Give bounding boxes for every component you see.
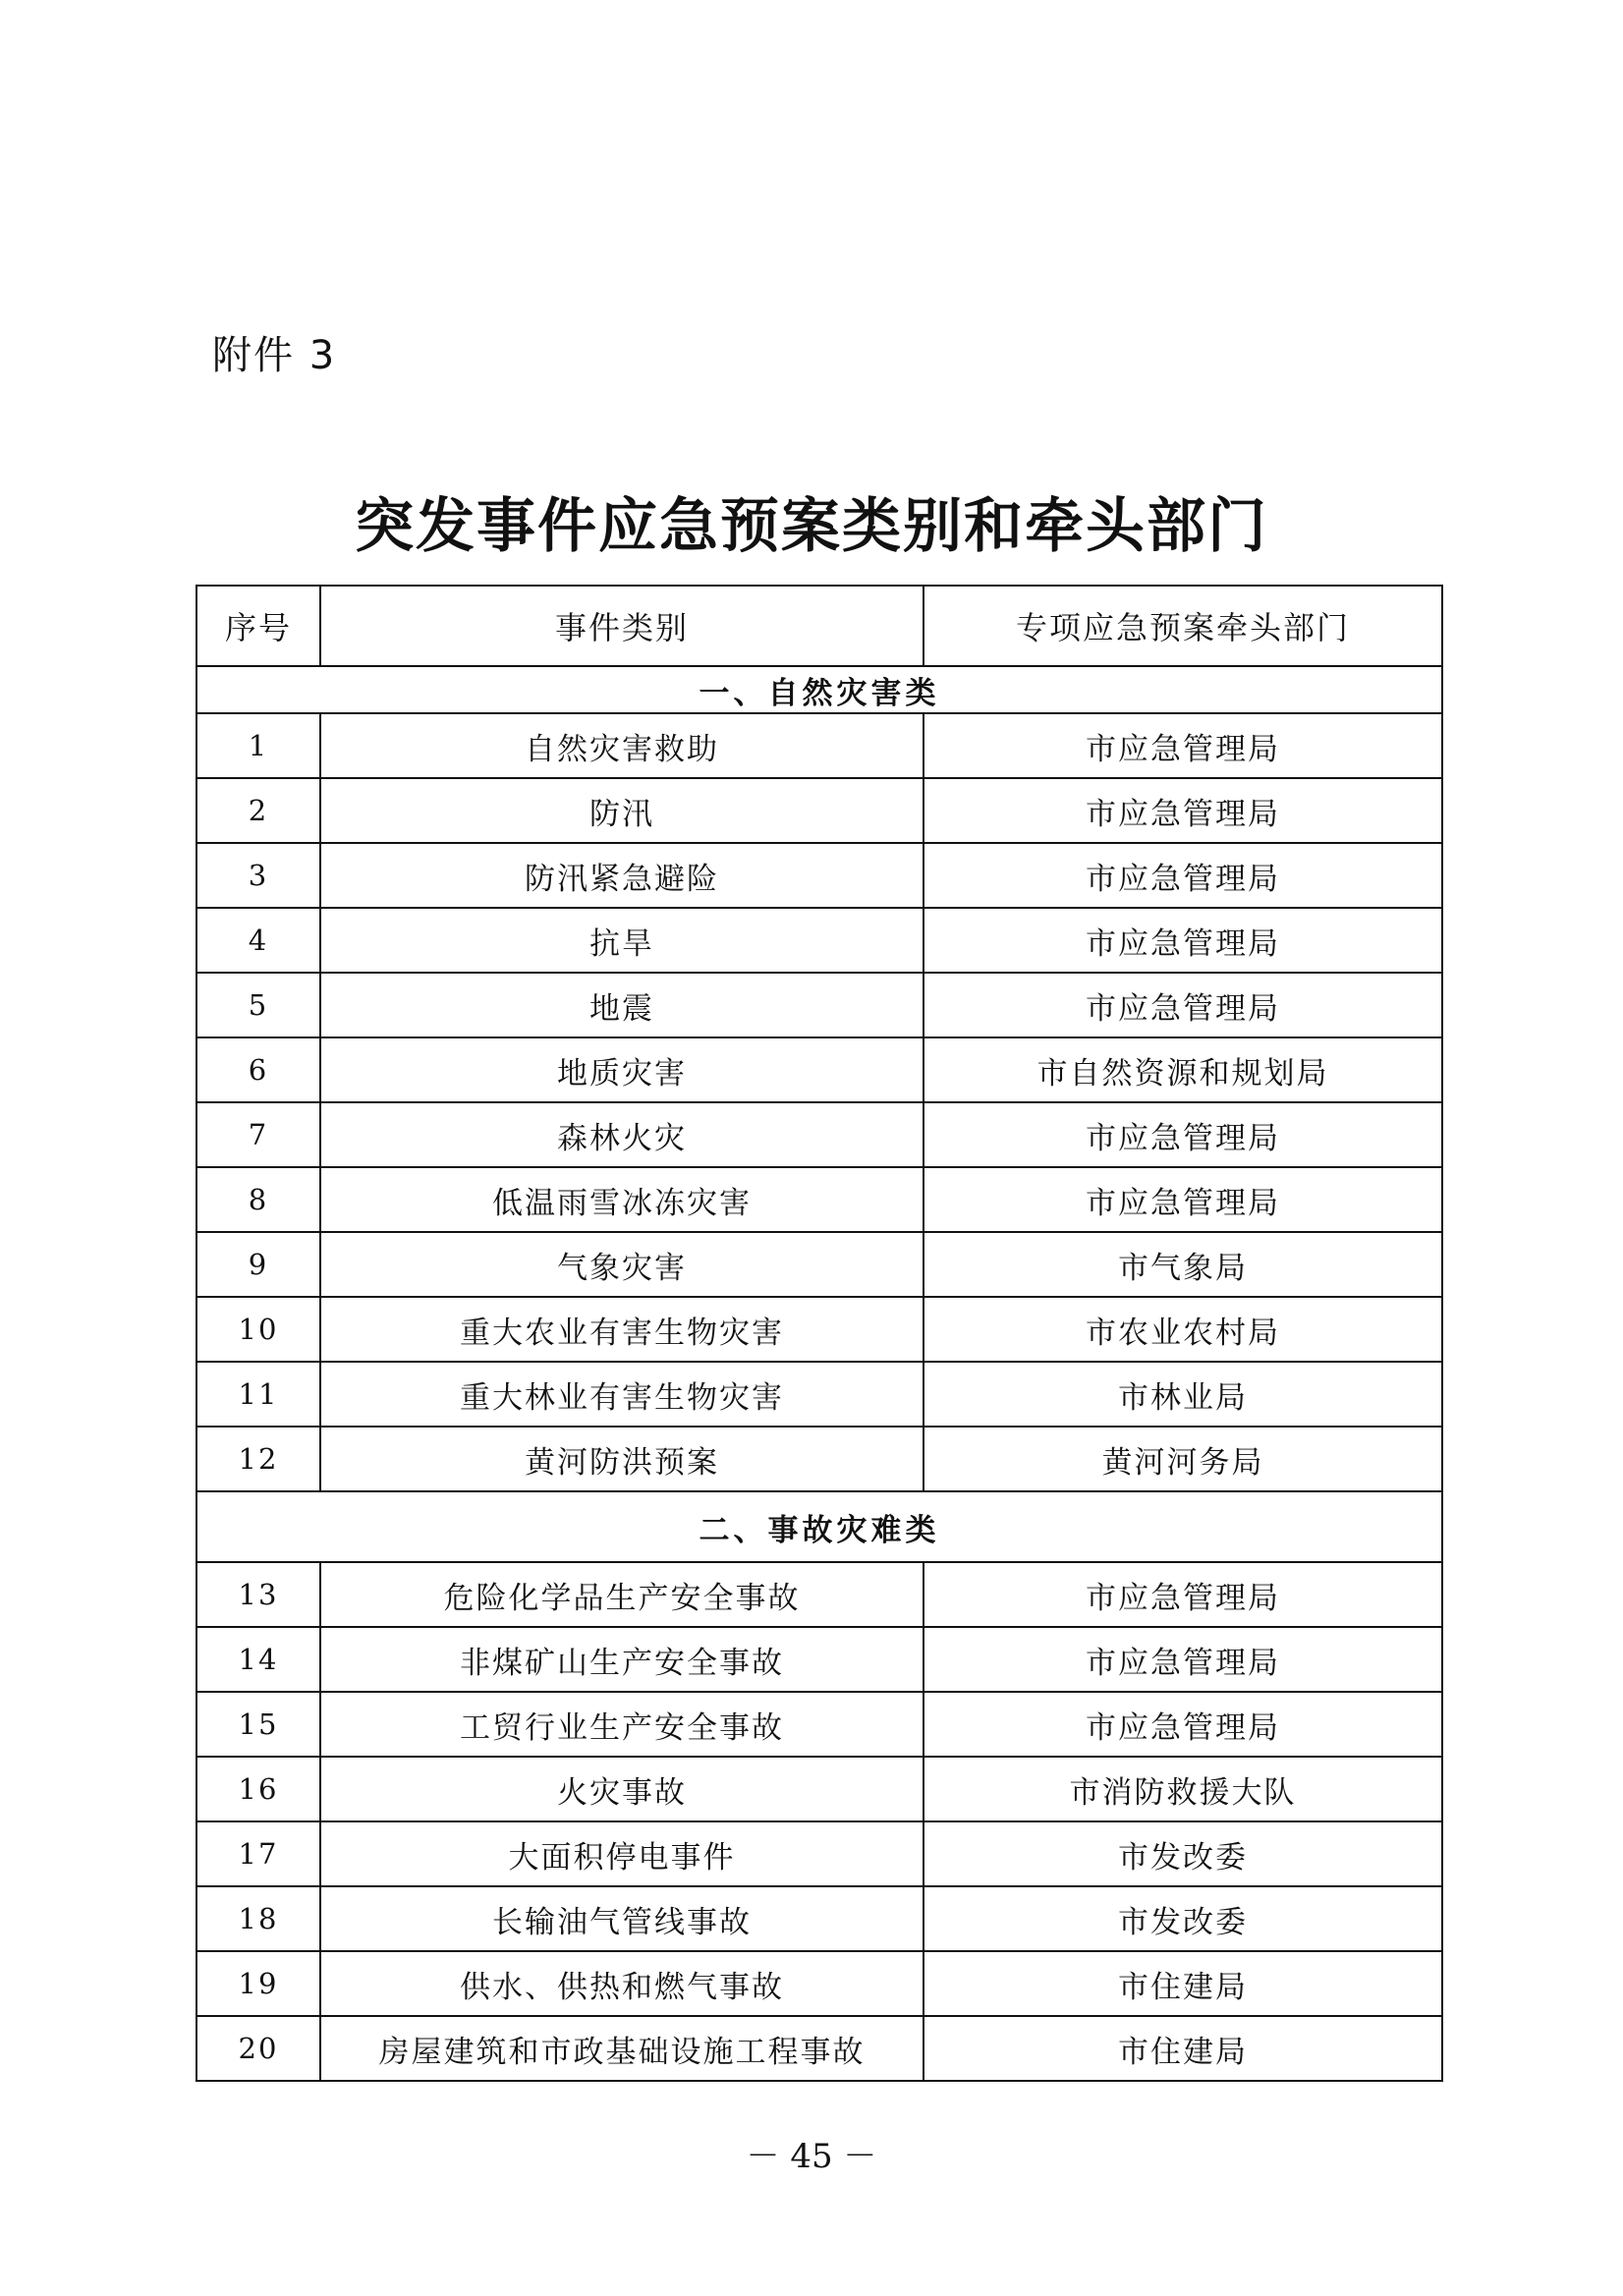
row-department: 市住建局 bbox=[923, 2016, 1442, 2081]
table-row bbox=[196, 1102, 1442, 1167]
row-department: 市自然资源和规划局 bbox=[923, 1037, 1442, 1102]
row-number: 12 bbox=[196, 1427, 320, 1491]
section-row-accidents bbox=[196, 1491, 1442, 1562]
row-category: 防汛紧急避险 bbox=[320, 843, 923, 908]
row-category: 抗旱 bbox=[320, 908, 923, 973]
table-row bbox=[196, 1951, 1442, 2016]
row-department: 市应急管理局 bbox=[923, 778, 1442, 843]
row-category: 地质灾害 bbox=[320, 1037, 923, 1102]
table-row bbox=[196, 1037, 1442, 1102]
row-number: 10 bbox=[196, 1297, 320, 1362]
row-category: 地震 bbox=[320, 973, 923, 1037]
row-department: 市应急管理局 bbox=[923, 973, 1442, 1037]
row-department: 市应急管理局 bbox=[923, 1627, 1442, 1692]
row-department: 市林业局 bbox=[923, 1362, 1442, 1427]
row-number: 15 bbox=[196, 1692, 320, 1757]
row-department: 黄河河务局 bbox=[923, 1427, 1442, 1491]
row-category: 长输油气管线事故 bbox=[320, 1886, 923, 1951]
row-category: 非煤矿山生产安全事故 bbox=[320, 1627, 923, 1692]
row-department: 市应急管理局 bbox=[923, 908, 1442, 973]
row-number: 1 bbox=[196, 713, 320, 778]
row-department: 市应急管理局 bbox=[923, 843, 1442, 908]
row-category: 重大农业有害生物灾害 bbox=[320, 1297, 923, 1362]
row-department: 市应急管理局 bbox=[923, 713, 1442, 778]
row-number: 18 bbox=[196, 1886, 320, 1951]
row-number: 9 bbox=[196, 1232, 320, 1297]
document-title: 突发事件应急预案类别和牵头部门 bbox=[355, 492, 1268, 561]
table-row bbox=[196, 713, 1442, 778]
row-number: 3 bbox=[196, 843, 320, 908]
table-row bbox=[196, 908, 1442, 973]
row-department: 市气象局 bbox=[923, 1232, 1442, 1297]
table-row bbox=[196, 778, 1442, 843]
row-department: 市住建局 bbox=[923, 1951, 1442, 2016]
row-category: 低温雨雪冰冻灾害 bbox=[320, 1167, 923, 1232]
table-row bbox=[196, 1886, 1442, 1951]
row-department: 市消防救援大队 bbox=[923, 1757, 1442, 1821]
section-title: 一、自然灾害类 bbox=[196, 666, 1442, 713]
table-row bbox=[196, 973, 1442, 1037]
row-number: 4 bbox=[196, 908, 320, 973]
page-number: － 45 － bbox=[746, 2137, 877, 2176]
row-department: 市发改委 bbox=[923, 1886, 1442, 1951]
table-row bbox=[196, 1362, 1442, 1427]
header-category: 事件类别 bbox=[320, 586, 923, 666]
table-row bbox=[196, 1821, 1442, 1886]
row-number: 14 bbox=[196, 1627, 320, 1692]
row-category: 自然灾害救助 bbox=[320, 713, 923, 778]
row-category: 危险化学品生产安全事故 bbox=[320, 1562, 923, 1627]
row-category: 大面积停电事件 bbox=[320, 1821, 923, 1886]
row-number: 20 bbox=[196, 2016, 320, 2081]
emergency-plan-table bbox=[196, 585, 1443, 2082]
row-department: 市发改委 bbox=[923, 1821, 1442, 1886]
row-number: 19 bbox=[196, 1951, 320, 2016]
header-number: 序号 bbox=[196, 586, 320, 666]
row-number: 5 bbox=[196, 973, 320, 1037]
row-category: 森林火灾 bbox=[320, 1102, 923, 1167]
table-row bbox=[196, 1627, 1442, 1692]
table-row bbox=[196, 1167, 1442, 1232]
row-category: 防汛 bbox=[320, 778, 923, 843]
table-row bbox=[196, 843, 1442, 908]
row-number: 8 bbox=[196, 1167, 320, 1232]
row-department: 市农业农村局 bbox=[923, 1297, 1442, 1362]
row-number: 11 bbox=[196, 1362, 320, 1427]
row-number: 6 bbox=[196, 1037, 320, 1102]
row-department: 市应急管理局 bbox=[923, 1102, 1442, 1167]
row-category: 黄河防洪预案 bbox=[320, 1427, 923, 1491]
row-category: 气象灾害 bbox=[320, 1232, 923, 1297]
row-number: 2 bbox=[196, 778, 320, 843]
table-row bbox=[196, 1757, 1442, 1821]
table-header-row bbox=[196, 586, 1442, 666]
row-number: 7 bbox=[196, 1102, 320, 1167]
row-number: 13 bbox=[196, 1562, 320, 1627]
row-department: 市应急管理局 bbox=[923, 1167, 1442, 1232]
header-department: 专项应急预案牵头部门 bbox=[923, 586, 1442, 666]
table-row bbox=[196, 1692, 1442, 1757]
row-category: 火灾事故 bbox=[320, 1757, 923, 1821]
row-number: 17 bbox=[196, 1821, 320, 1886]
table-row bbox=[196, 1297, 1442, 1362]
table-row bbox=[196, 1427, 1442, 1491]
attachment-label: 附件 3 bbox=[212, 333, 337, 378]
row-number: 16 bbox=[196, 1757, 320, 1821]
row-category: 供水、供热和燃气事故 bbox=[320, 1951, 923, 2016]
row-category: 重大林业有害生物灾害 bbox=[320, 1362, 923, 1427]
table-row bbox=[196, 1232, 1442, 1297]
table-row bbox=[196, 1562, 1442, 1627]
row-department: 市应急管理局 bbox=[923, 1562, 1442, 1627]
row-category: 房屋建筑和市政基础设施工程事故 bbox=[320, 2016, 923, 2081]
section-row-natural-disasters bbox=[196, 666, 1442, 713]
section-title: 二、事故灾难类 bbox=[196, 1491, 1442, 1562]
row-department: 市应急管理局 bbox=[923, 1692, 1442, 1757]
row-category: 工贸行业生产安全事故 bbox=[320, 1692, 923, 1757]
table-row bbox=[196, 2016, 1442, 2081]
